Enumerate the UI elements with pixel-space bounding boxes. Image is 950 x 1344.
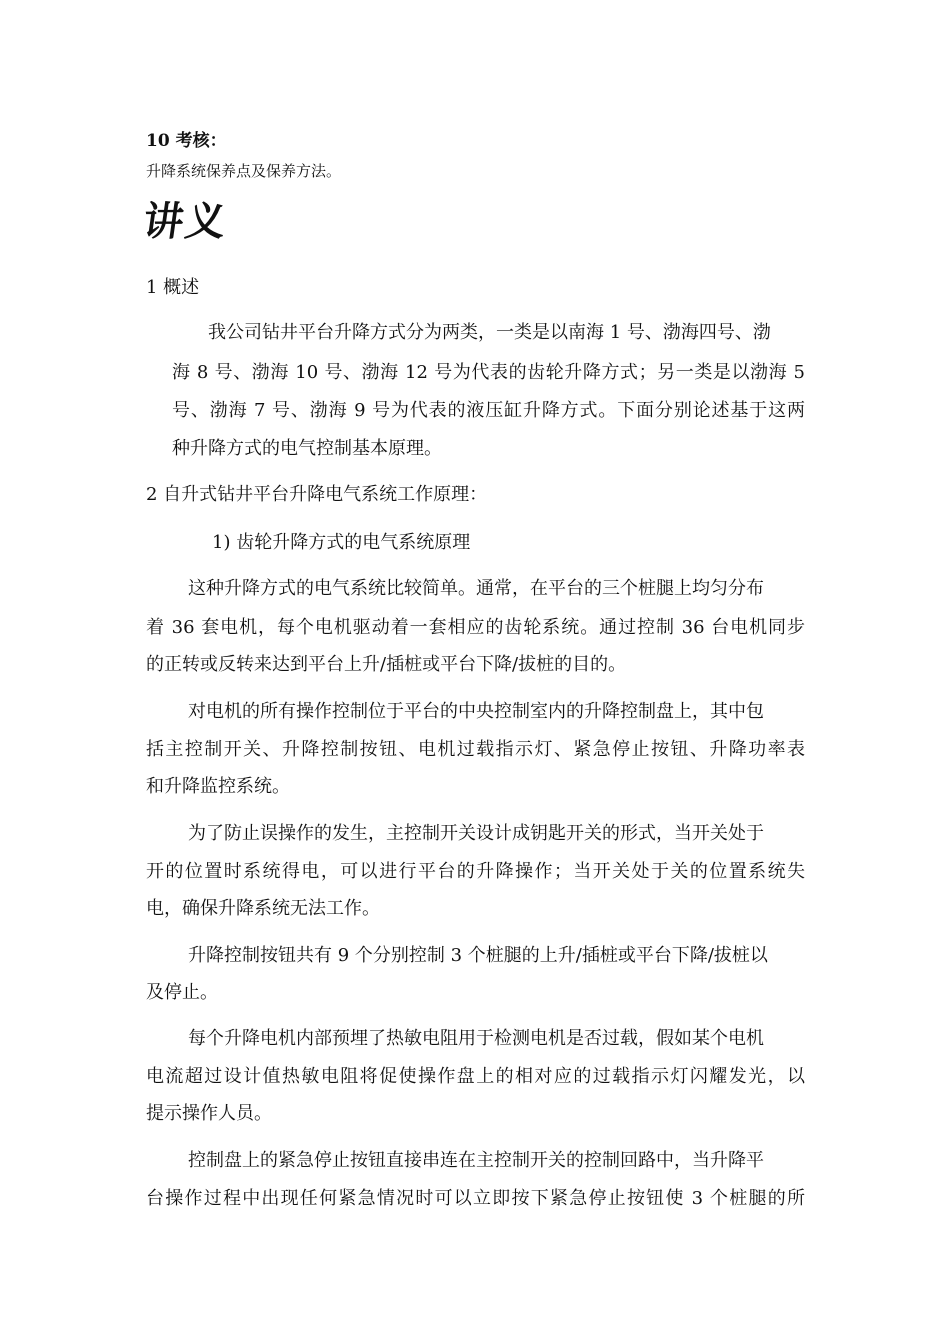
paragraph-line: 和升降监控系统。 — [146, 776, 290, 797]
paragraph-line: 升降控制按钮共有 9 个分别控制 3 个桩腿的上升/插桩或平台下降/拔桩以 — [188, 945, 768, 966]
paragraph-line: 电流超过设计值热敏电阻将促使操作盘上的相对应的过载指示灯闪耀发光，以 — [146, 1066, 805, 1087]
paragraph-line: 为了防止误操作的发生，主控制开关设计成钥匙开关的形式，当开关处于 — [188, 823, 764, 844]
paragraph-line: 号、渤海 7 号、渤海 9 号为代表的液压缸升降方式。下面分别论述基于这两 — [172, 400, 805, 421]
paragraph-line: 电，确保升降系统无法工作。 — [146, 898, 380, 919]
section-heading: 2 自升式钻井平台升降电气系统工作原理： — [146, 484, 488, 505]
lecture-title: 讲义 — [140, 198, 231, 245]
exam-heading: 10 考核： — [146, 131, 227, 151]
paragraph-line: 的正转或反转来达到平台上升/插桩或平台下降/拔桩的目的。 — [146, 654, 627, 675]
paragraph-line: 这种升降方式的电气系统比较简单。通常，在平台的三个桩腿上均匀分布 — [188, 578, 764, 599]
paragraph-line: 及停止。 — [146, 982, 218, 1003]
paragraph-line: 开的位置时系统得电，可以进行平台的升降操作；当开关处于关的位置系统失 — [146, 861, 805, 882]
subsection-heading: 1) 齿轮升降方式的电气系统原理 — [212, 532, 471, 553]
exam-text: 升降系统保养点及保养方法。 — [146, 162, 342, 180]
paragraph-line: 对电机的所有操作控制位于平台的中央控制室内的升降控制盘上，其中包 — [188, 701, 764, 722]
paragraph-line: 海 8 号、渤海 10 号、渤海 12 号为代表的齿轮升降方式；另一类是以渤海 5 — [172, 362, 805, 383]
paragraph-line: 台操作过程中出现任何紧急情况时可以立即按下紧急停止按钮使 3 个桩腿的所 — [146, 1188, 805, 1209]
paragraph-line: 每个升降电机内部预埋了热敏电阻用于检测电机是否过载，假如某个电机 — [188, 1028, 764, 1049]
paragraph-line: 提示操作人员。 — [146, 1103, 272, 1124]
paragraph-line: 种升降方式的电气控制基本原理。 — [172, 438, 442, 459]
paragraph-line: 控制盘上的紧急停止按钮直接串连在主控制开关的控制回路中，当升降平 — [188, 1150, 764, 1171]
paragraph-line: 括主控制开关、升降控制按钮、电机过载指示灯、紧急停止按钮、升降功率表 — [146, 739, 805, 760]
paragraph-line: 我公司钻井平台升降方式分为两类，一类是以南海 1 号、渤海四号、渤 — [208, 322, 771, 343]
section-heading: 1 概述 — [146, 277, 200, 298]
paragraph-line: 着 36 套电机，每个电机驱动着一套相应的齿轮系统。通过控制 36 台电机同步 — [146, 617, 805, 638]
